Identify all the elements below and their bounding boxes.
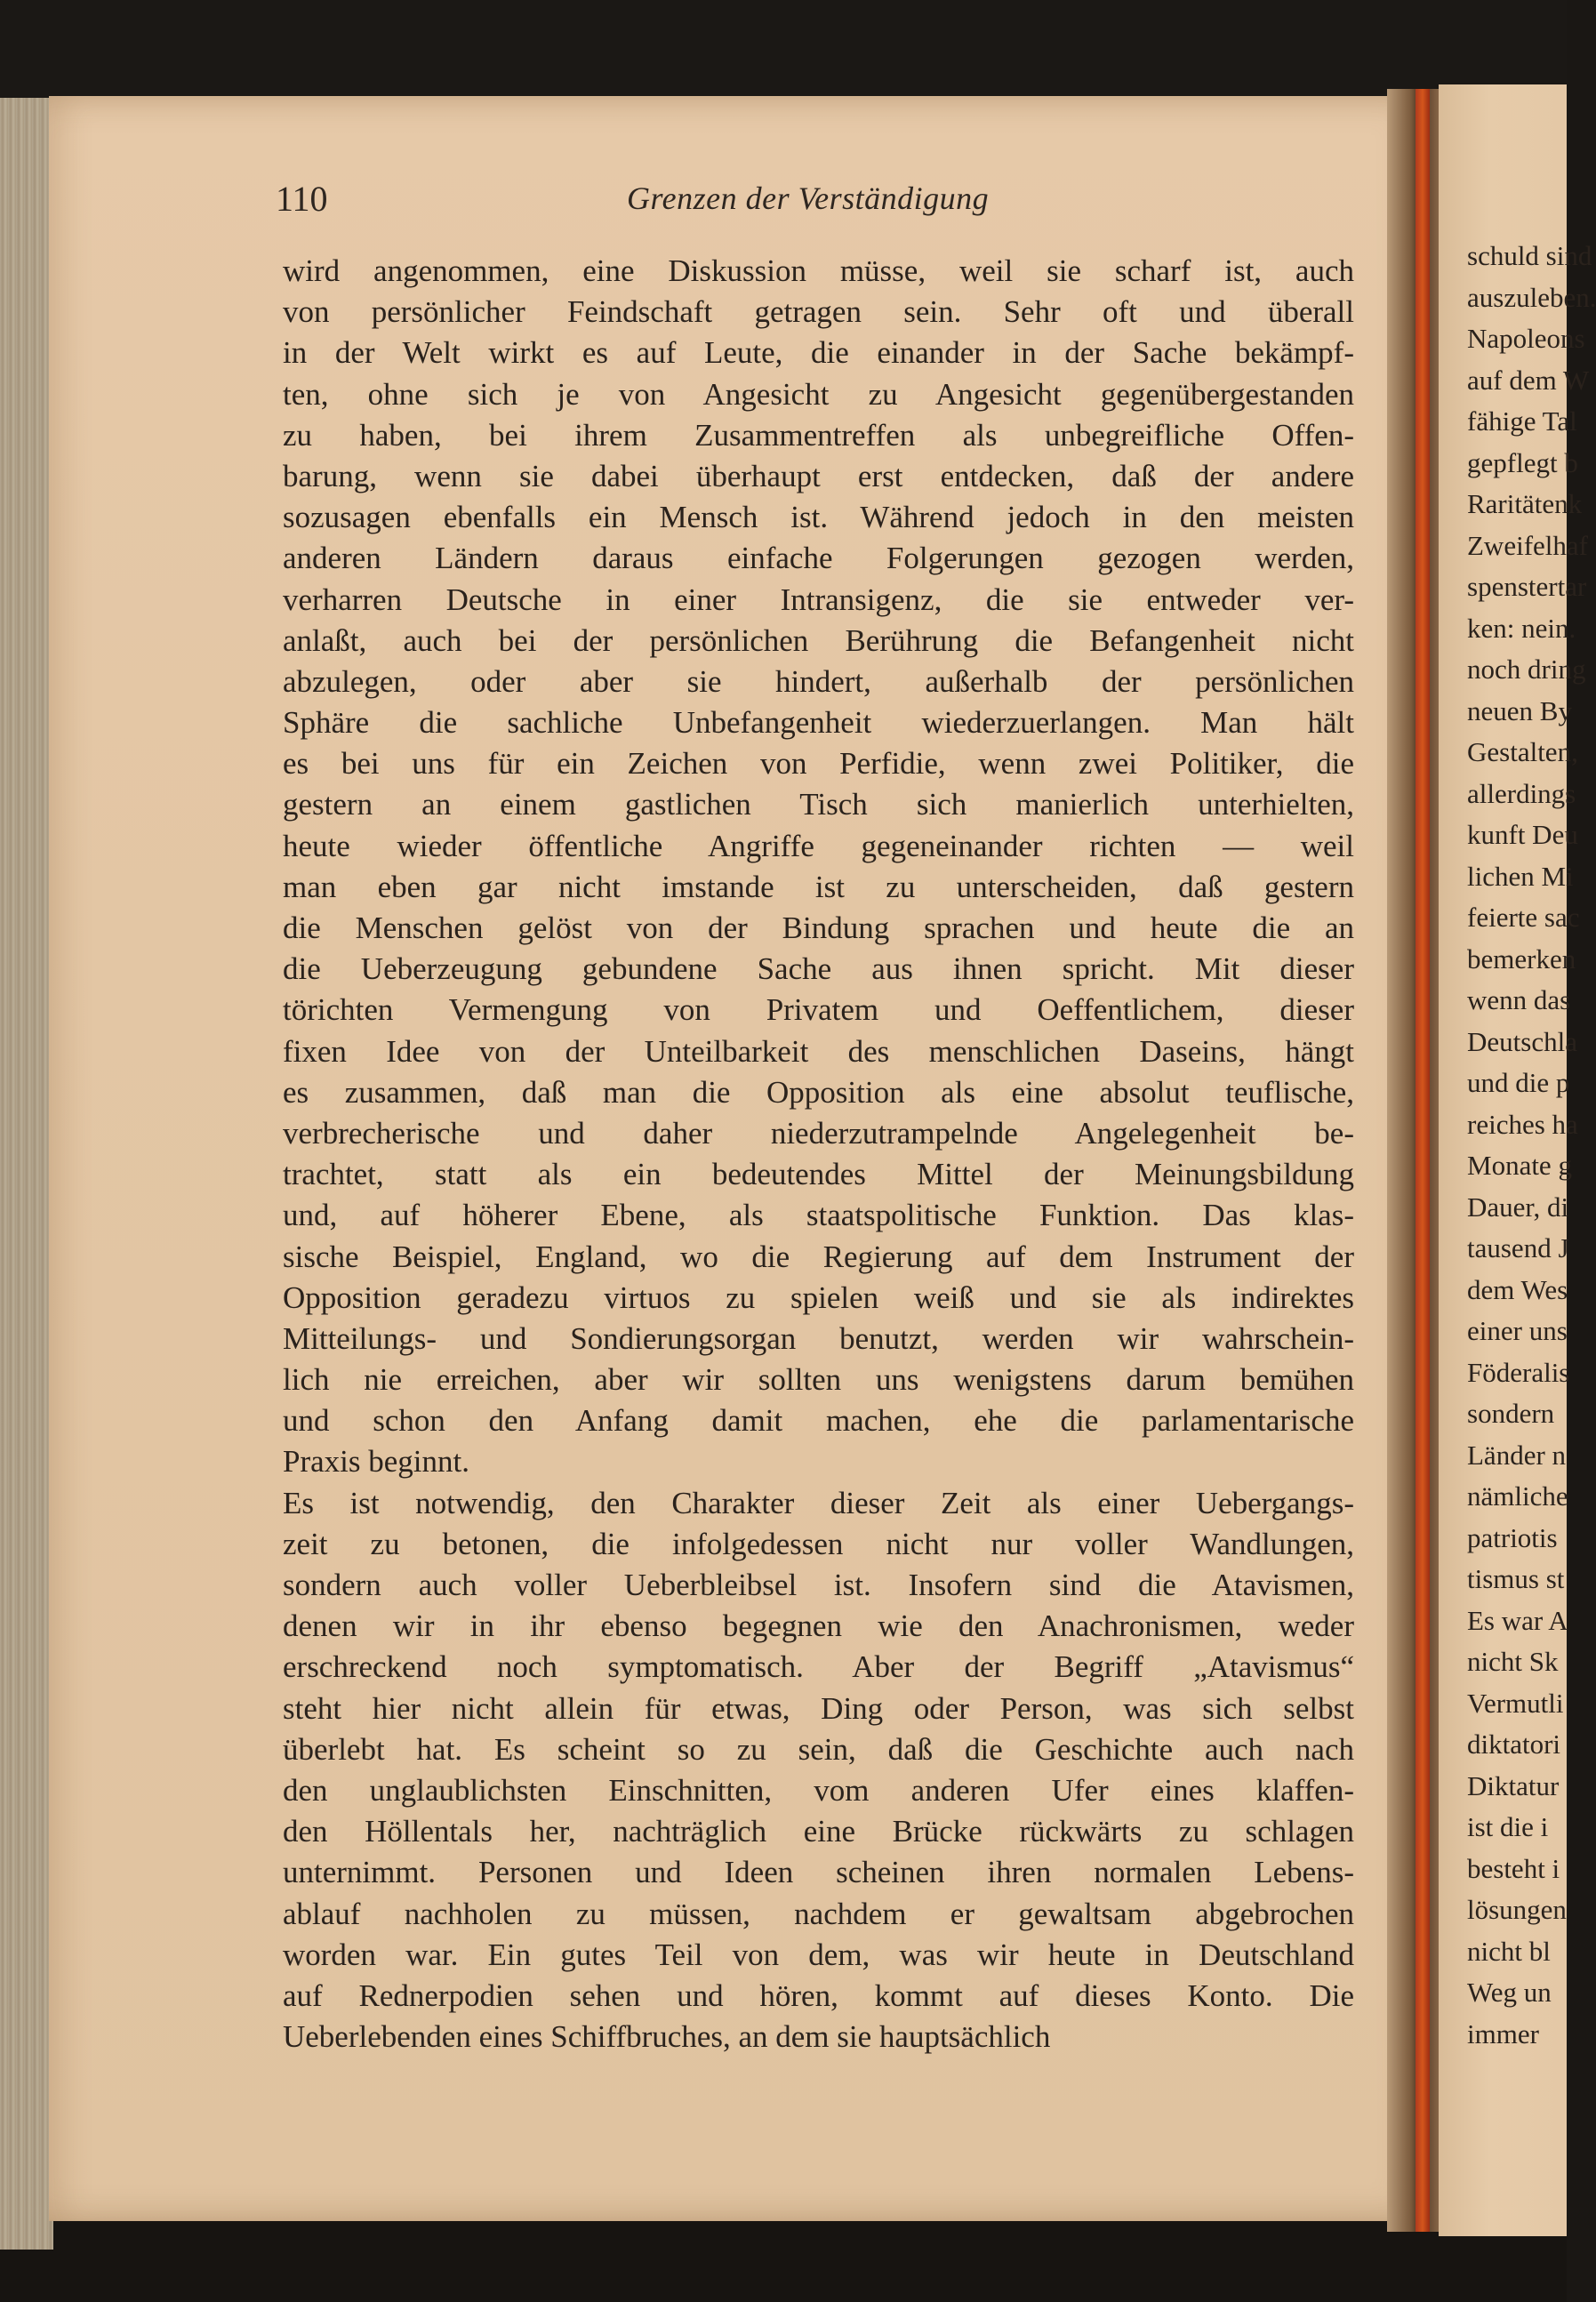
right-page-line: Diktatur — [1467, 1769, 1560, 1801]
text-line: es bei uns für ein Zeichen von Perfidie, wenn zwei Politiker, die — [283, 746, 1354, 782]
right-page-line: nicht bl — [1467, 1935, 1551, 1967]
right-page-line: immer — [1467, 2017, 1539, 2049]
text-line: Mitteilungs- und Sondierungsorgan benutzt, werden wir wahrschein- — [283, 1320, 1354, 1356]
text-line: gestern an einem gastlichen Tisch sich manierlich unterhielten, — [283, 787, 1354, 822]
text-line: den unglaublichsten Einschnitten, vom anderen Ufer eines klaffen- — [283, 1772, 1354, 1808]
body-text — [283, 251, 1354, 2057]
right-page-line: Zweifelhaf — [1467, 529, 1588, 561]
right-page-line: lösungen — [1467, 1894, 1567, 1925]
text-line: Praxis beginnt. — [283, 1444, 469, 1480]
right-page-line: feierte sac — [1467, 902, 1580, 933]
right-page-line: sondern — [1467, 1398, 1555, 1429]
right-page-line: lichen Mi — [1467, 860, 1574, 892]
text-line: wird angenommen, eine Diskussion müsse, weil sie scharf ist, auch — [283, 253, 1354, 288]
right-page-line: auszuleben. — [1467, 281, 1596, 313]
right-page-line: schuld sind — [1467, 240, 1592, 271]
text-line: die Menschen gelöst von der Bindung sprachen und heute die an — [283, 910, 1354, 945]
right-page-line: diktatori — [1467, 1729, 1561, 1760]
right-page-line: fähige Tal — [1467, 405, 1577, 437]
book-spine — [1416, 89, 1430, 2232]
right-page-line: allerdings — [1467, 777, 1576, 809]
right-page-line: nicht Sk — [1467, 1646, 1559, 1677]
right-page-line: Napoleons — [1467, 323, 1585, 354]
text-line: ablauf nachholen zu müssen, nachdem er gewaltsam abgebrochen — [283, 1896, 1354, 1931]
text-line: in der Welt wirkt es auf Leute, die einander in der Sache bekämpf- — [283, 335, 1354, 371]
page-stack-edge — [0, 98, 53, 2250]
right-page-line: Monate g — [1467, 1150, 1572, 1181]
right-page-line: tismus st — [1467, 1563, 1565, 1594]
text-line: sozusagen ebenfalls ein Mensch ist. Während jedoch in den meisten — [283, 500, 1354, 535]
text-line: sische Beispiel, England, wo die Regierung auf dem Instrument der — [283, 1239, 1354, 1274]
right-page-line: bemerken — [1467, 942, 1576, 975]
right-page-line: gepflegt b — [1467, 446, 1578, 478]
text-line: Es ist notwendig, den Charakter dieser Zeit als einer Uebergangs- — [283, 1485, 1354, 1520]
right-page-line: auf dem W — [1467, 364, 1590, 396]
text-line: fixen Idee von der Unteilbarkeit des menschlichen Daseins, hängt — [283, 1033, 1354, 1069]
right-page-line: ist die i — [1467, 1811, 1549, 1842]
right-page-line: Weg un — [1467, 1977, 1552, 2008]
right-page-line: Es war A — [1467, 1604, 1568, 1636]
text-line: ten, ohne sich je von Angesicht zu Angesicht gegenübergestanden — [283, 376, 1354, 412]
right-page-fragment — [1439, 84, 1596, 2236]
text-line: verharren Deutsche in einer Intransigenz, die sie entweder ver- — [283, 582, 1354, 617]
text-line: Ueberlebenden eines Schiffbruches, an dem sie hauptsächlich — [283, 2019, 1051, 2055]
text-line: es zusammen, daß man die Opposition als eine absolut teuflische, — [283, 1074, 1354, 1110]
text-line: unternimmt. Personen und Ideen scheinen ihren normalen Lebens- — [283, 1855, 1354, 1890]
text-line: von persönlicher Feindschaft getragen sein. Sehr oft und überall — [283, 294, 1354, 330]
text-line: worden war. Ein gutes Teil von dem, was wir heute in Deutschland — [283, 1937, 1354, 1972]
text-line: die Ueberzeugung gebundene Sache aus ihnen spricht. Mit dieser — [283, 951, 1354, 987]
text-line: Sphäre die sachliche Unbefangenheit wiederzuerlangen. Man hält — [283, 705, 1354, 741]
right-page-line: Länder n — [1467, 1439, 1567, 1471]
text-line: und, auf höherer Ebene, als staatspolitische Funktion. Das klas- — [283, 1198, 1354, 1233]
text-line: zeit zu betonen, die infolgedessen nicht nur voller Wandlungen, — [283, 1526, 1354, 1561]
text-line: abzulegen, oder aber sie hindert, außerhalb der persönlichen — [283, 663, 1354, 699]
right-page-line: noch dring — [1467, 654, 1586, 685]
page-header — [276, 178, 1343, 231]
text-line: anlaßt, auch bei der persönlichen Berührung die Befangenheit nicht — [283, 622, 1354, 658]
right-page-line: Raritätenk — [1467, 488, 1583, 519]
right-page-line: ken: nein. — [1467, 612, 1576, 644]
text-line: man eben gar nicht imstande ist zu unterscheiden, daß gestern — [283, 869, 1354, 904]
text-line: barung, wenn sie dabei überhaupt erst entdecken, daß der andere — [283, 458, 1354, 493]
text-line: überlebt hat. Es scheint so zu sein, daß die Geschichte auch nach — [283, 1731, 1354, 1767]
text-line: Opposition geradezu virtuos zu spielen weiß und sie als indirektes — [283, 1279, 1354, 1315]
text-line: zu haben, bei ihrem Zusammentreffen als unbegreifliche Offen- — [283, 417, 1354, 453]
right-page-line: kunft Deu — [1467, 819, 1578, 850]
text-line: denen wir in ihr ebenso begegnen wie den Anachronismen, weder — [283, 1608, 1354, 1644]
right-page-line: wenn das — [1467, 984, 1571, 1015]
right-page-line: reiches ha — [1467, 1108, 1578, 1140]
text-line: sondern auch voller Ueberbleibsel ist. Insofern sind die Atavismen, — [283, 1568, 1354, 1602]
right-page-line: dem Wes — [1467, 1273, 1568, 1305]
text-line: erschreckend noch symptomatisch. Aber der Begriff „Atavismus“ — [283, 1649, 1354, 1685]
right-page-line: Föderalis — [1467, 1356, 1570, 1388]
right-page-line: Deutschla — [1467, 1025, 1577, 1057]
text-line: anderen Ländern daraus einfache Folgerungen gezogen werden, — [283, 541, 1354, 576]
text-line: steht hier nicht allein für etwas, Ding oder Person, was sich selbst — [283, 1690, 1354, 1726]
right-page-line: und die p — [1467, 1067, 1570, 1098]
right-page-line: spenstertar — [1467, 571, 1587, 602]
text-line: auf Rednerpodien sehen und hören, kommt auf dieses Konto. Die — [283, 1977, 1354, 2013]
right-page-line: tausend J — [1467, 1232, 1569, 1263]
text-line: den Höllentals her, nachträglich eine Brücke rückwärts zu schlagen — [283, 1814, 1354, 1849]
page-number: 110 — [276, 179, 328, 219]
right-page-line: Vermutli — [1467, 1687, 1564, 1719]
book-gutter — [1387, 89, 1440, 2232]
text-line: und schon den Anfang damit machen, ehe die parlamentarische — [283, 1403, 1354, 1439]
right-page-line: einer uns — [1467, 1315, 1568, 1346]
right-page-line: patriotis — [1467, 1521, 1558, 1553]
text-line: verbrecherische und daher niederzutrampelnde Angelegenheit be- — [283, 1115, 1354, 1151]
running-title: Grenzen der Verständigung — [627, 180, 990, 216]
right-page-line: besteht i — [1467, 1852, 1560, 1884]
right-page-line: Dauer, di — [1467, 1191, 1569, 1223]
right-page-line: Gestalten, — [1467, 736, 1578, 767]
right-page-text — [1467, 236, 1596, 2055]
right-page-line: nämliche — [1467, 1480, 1568, 1512]
text-line: heute wieder öffentliche Angriffe gegeneinander richten — weil — [283, 828, 1354, 863]
text-line: lich nie erreichen, aber wir sollten uns wenigstens darum bemühen — [283, 1362, 1354, 1398]
text-line: trachtet, statt als ein bedeutendes Mittel der Meinungsbildung — [283, 1157, 1354, 1192]
text-line: törichten Vermengung von Privatem und Oeffentlichem, dieser — [283, 992, 1354, 1028]
right-page-line: neuen By — [1467, 694, 1572, 726]
